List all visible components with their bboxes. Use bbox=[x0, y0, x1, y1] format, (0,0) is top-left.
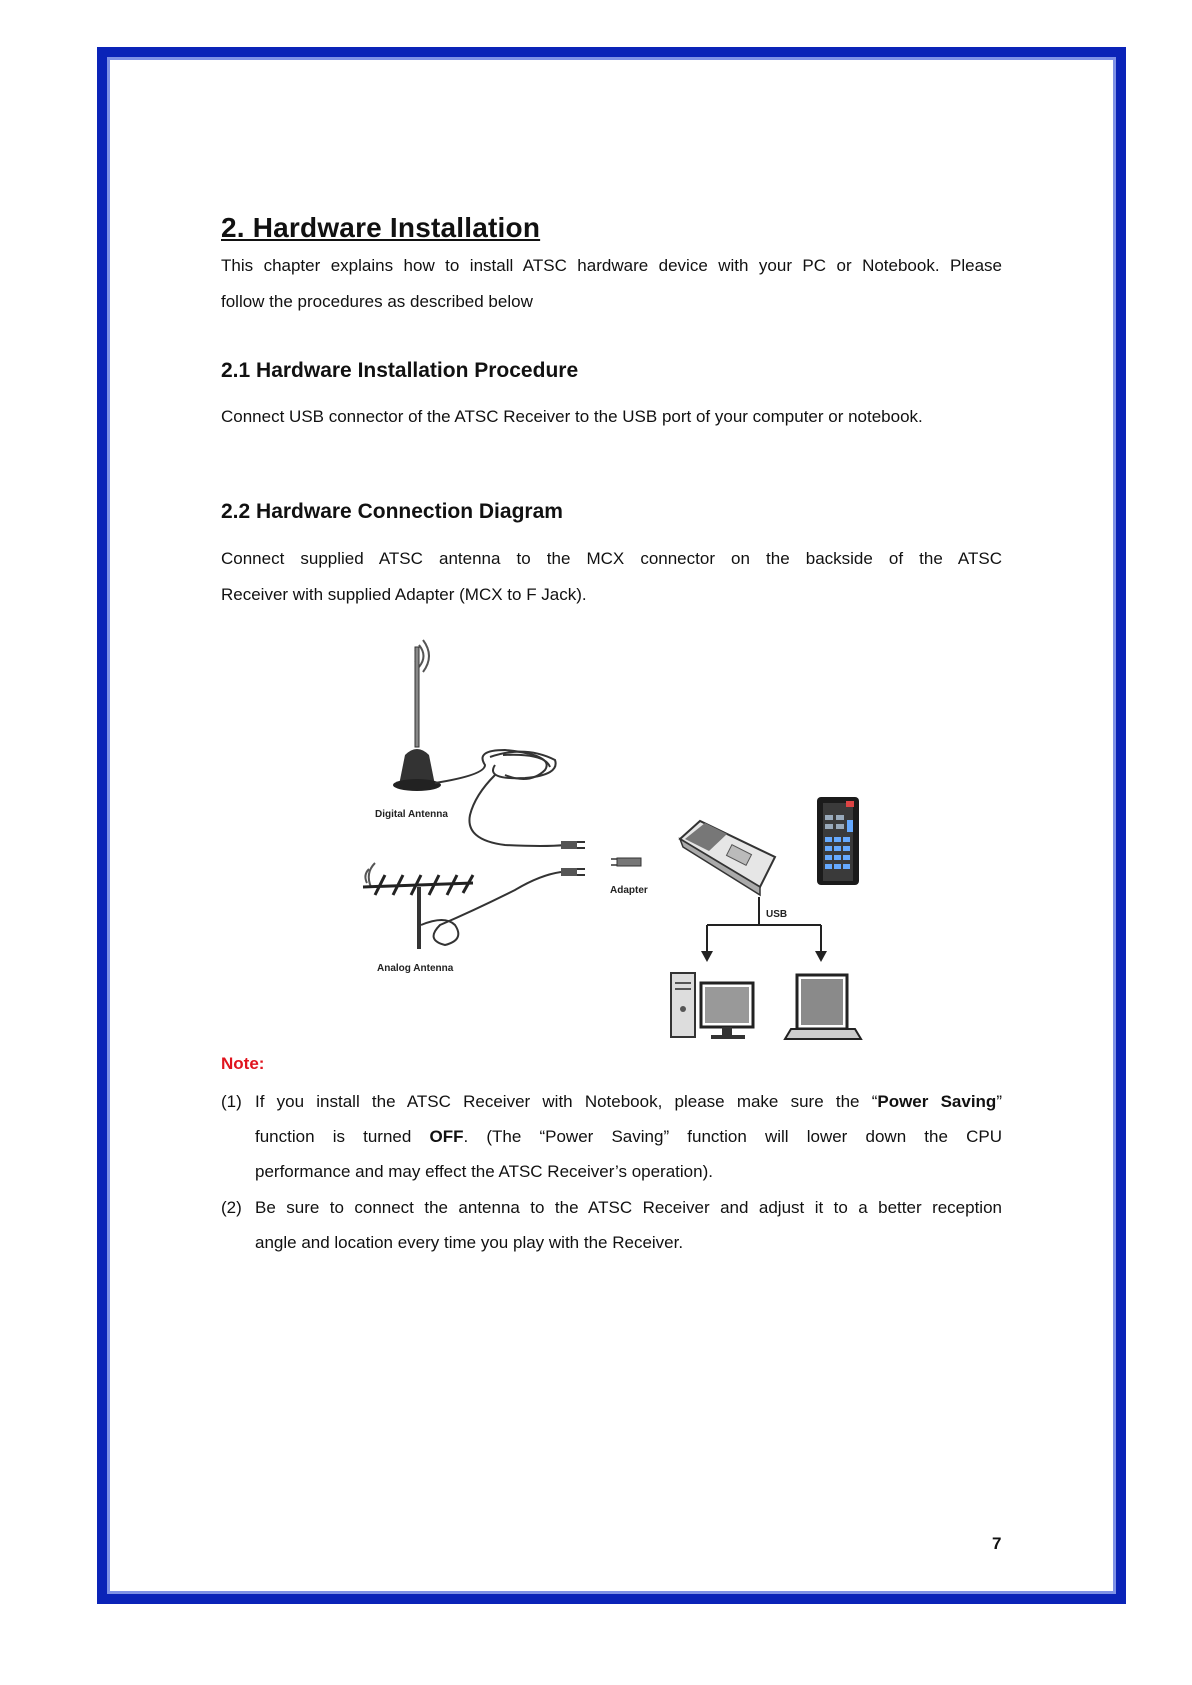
note-item-2 bbox=[221, 1190, 1002, 1260]
note-item-2-number: (2) bbox=[221, 1198, 242, 1217]
note-1-text-a: If you install the ATSC Receiver with Notebook, please make sure the “ bbox=[255, 1092, 878, 1111]
arrow-down-icon bbox=[815, 951, 827, 962]
note-item-1 bbox=[221, 1084, 1002, 1189]
section-2-1-text: Connect USB connector of the ATSC Receiver to the USB port of your computer or notebook. bbox=[221, 407, 923, 426]
note-item-1-line-1 bbox=[255, 1084, 1002, 1119]
analog-antenna-label: Analog Antenna bbox=[377, 963, 454, 974]
coiled-cable bbox=[435, 750, 565, 846]
adapter-label: Adapter bbox=[610, 885, 648, 896]
note-item-1-body bbox=[255, 1084, 1002, 1189]
hardware-connection-diagram bbox=[355, 625, 875, 1045]
digital-antenna-icon bbox=[393, 640, 441, 791]
remote-control-icon bbox=[817, 797, 859, 885]
note-item-2-line-2: angle and location every time you play with the Receiver. bbox=[255, 1233, 684, 1252]
atsc-receiver-icon bbox=[680, 821, 775, 895]
intro-line-1: This chapter explains how to install ATSC hardware device with your PC or Notebook. Please bbox=[221, 256, 1002, 275]
note-1-text-c: function is turned bbox=[255, 1127, 430, 1146]
note-item-1-number: (1) bbox=[221, 1092, 242, 1111]
off-bold: OFF bbox=[429, 1127, 464, 1146]
section-2-2-body bbox=[221, 541, 1002, 613]
laptop-icon bbox=[785, 975, 861, 1039]
digital-antenna-label: Digital Antenna bbox=[375, 809, 448, 820]
note-item-2-body bbox=[255, 1190, 1002, 1260]
note-item-1-line-3: performance and may effect the ATSC Receiver’s operation). bbox=[255, 1162, 713, 1181]
note-1-text-b: ” bbox=[996, 1092, 1002, 1111]
section-2-2-line-2: Receiver with supplied Adapter (MCX to F Jack). bbox=[221, 585, 587, 604]
note-item-1-line-2 bbox=[255, 1119, 1002, 1154]
section-2-2-line-1: Connect supplied ATSC antenna to the MCX connector on the backside of the ATSC bbox=[221, 549, 1002, 568]
section-2-2-heading: 2.2 Hardware Connection Diagram bbox=[221, 500, 563, 523]
f-connector-icon bbox=[561, 841, 585, 876]
section-2-1-body bbox=[221, 399, 1002, 435]
adapter-icon bbox=[611, 858, 641, 866]
intro-line-2: follow the procedures as described below bbox=[221, 292, 533, 311]
page-number: 7 bbox=[992, 1534, 1002, 1553]
usb-connection-lines bbox=[707, 897, 821, 953]
desktop-pc-icon bbox=[671, 973, 753, 1039]
note-label: Note: bbox=[221, 1054, 265, 1073]
note-item-2-line-1: Be sure to connect the antenna to the ATSC Receiver and adjust it to a better reception bbox=[255, 1198, 1002, 1217]
section-2-1-heading: 2.1 Hardware Installation Procedure bbox=[221, 359, 579, 382]
power-saving-bold: Power Saving bbox=[877, 1092, 997, 1111]
chapter-intro bbox=[221, 248, 1002, 320]
note-1-text-d: . (The “Power Saving” function will lower down the CPU bbox=[463, 1127, 1002, 1146]
arrow-down-icon bbox=[701, 951, 713, 962]
usb-label: USB bbox=[766, 909, 788, 920]
analog-antenna-icon bbox=[363, 863, 561, 949]
chapter-title: 2. Hardware Installation bbox=[221, 212, 541, 243]
